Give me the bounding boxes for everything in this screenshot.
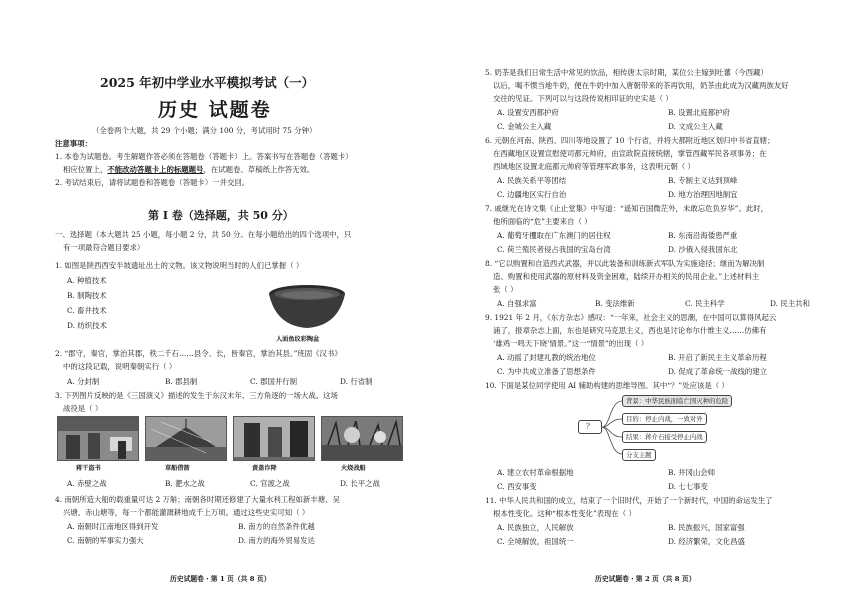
q6-stem-b: 在西藏地区设置宣慰使司都元帅府，由宣政院直接统辖，掌管西藏军民各项事务；在	[493, 149, 767, 158]
footer-right: 历史试题卷・第 2 页（共 8 页）	[595, 575, 696, 583]
q4-option-c: C. 南朝的军事实力强大	[67, 536, 144, 545]
mindmap-node-background: 背景：中华民族面临亡国灭种的危险	[622, 395, 732, 407]
q10-stem: 10. 下面是某位同学使用 AI 辅助构建的思维导图。其中“？”处应该是（ ）	[485, 381, 729, 390]
q6-option-a: A. 民族关系平等团结	[497, 176, 567, 185]
q8-option-b: B. 变法维新	[595, 299, 635, 308]
q3-option-c: C. 官渡之战	[250, 479, 290, 488]
q6-stem-c: 西域地区设置北庭都元帅府等管理军政事务，这表明元朝（ ）	[493, 162, 695, 171]
exam-info: （全卷两个大题，共 29 个小题；满分 100 分，考试用时 75 分钟）	[92, 126, 317, 135]
q3-caption-2: 草船借箭	[165, 465, 190, 472]
q11-option-d: D. 经济繁荣，文化昌盛	[668, 537, 745, 546]
q8-option-d: D. 民主共和	[770, 299, 810, 308]
notes-heading: 注意事项：	[55, 139, 92, 148]
q11-option-b: B. 民族振兴，国家富强	[668, 523, 745, 532]
q11-stem-a: 11. 中华人民共和国的成立，结束了一个旧时代，开始了一个新时代，中国的命运发生了	[485, 496, 773, 505]
section1-heading: 第 Ⅰ 卷（选择题，共 50 分）	[148, 209, 294, 222]
note-1b-post: ，在试题卷、草稿纸上作答无效。	[203, 165, 315, 174]
q1-stem: 1. 如图是陕西西安半坡遗址出土的文物。该文物说明当时的人们已掌握（ ）	[55, 261, 304, 270]
q10-option-d: D. 七七事变	[668, 482, 708, 491]
q6-option-d: D. 地方治理因地制宜	[668, 190, 738, 199]
q9-option-a: A. 动摇了封建礼教的统治地位	[497, 353, 596, 362]
mindmap-center: ？	[578, 420, 602, 434]
q3-caption-1: 蒋干盗书	[76, 465, 101, 472]
mindmap-node-branch: 分支主题	[622, 449, 656, 461]
note-1b	[63, 164, 314, 176]
q5-stem-b: 以后，喝不惯当地牛奶，便在牛奶中加入唐朝带来的茶再饮用，奶茶由此成为汉藏两族友好	[493, 81, 789, 90]
q9-option-c: C. 为中共成立准备了思想条件	[497, 367, 596, 376]
q11-option-a: A. 民族独立，人民解放	[497, 523, 574, 532]
q4-stem-a: 4. 南朝所造大船的载重量可达 2 万斛；南朝各时期还修建了大量水利工程如新丰塘、吴	[55, 495, 340, 504]
q5-stem-a: 5. 奶茶是我们日常生活中常见的饮品，相传唐太宗时期，某位公主嫁到吐蕃（今西藏）	[485, 68, 768, 77]
q3-caption-4: 火烧战船	[341, 465, 366, 472]
q7-option-b: B. 东南沿海倭患严重	[668, 231, 738, 240]
q10-option-c: C. 西安事变	[497, 482, 537, 491]
q11-stem-b: 根本性变化。这种“根本性变化”表现在（ ）	[493, 509, 636, 518]
q2-option-c: C. 郡国并行制	[250, 377, 298, 386]
q4-option-b: B. 南方的自然条件优越	[238, 522, 315, 531]
q3-stem-a: 3. 下列图片反映的是《三国演义》描述的发生于东汉末年、三方角逐的一场大战。这场	[55, 391, 338, 400]
q2-option-a: A. 分封制	[67, 377, 100, 386]
q2-option-d: D. 行省制	[340, 377, 373, 386]
q10-option-b: B. 井冈山会师	[668, 468, 716, 477]
note-1b-emph: 不能改动答题卡上的标题题号	[107, 165, 204, 174]
q8-option-a: A. 自强求富	[497, 299, 537, 308]
q3-option-d: D. 长平之战	[340, 479, 380, 488]
mindmap-node-result: 结果：蒋介石接受停止内战	[622, 431, 707, 443]
q2-option-b: B. 郡县制	[165, 377, 198, 386]
footer-left: 历史试题卷・第 1 页（共 8 页）	[170, 575, 271, 583]
q8-stem-a: 8. “它以购置和自造西式武器，并以此装备和训练新式军队为实施途径；继而为解决制	[485, 259, 765, 268]
note-2: 2. 考试结束后，请将试题卷和答题卷（答题卡）一并交回。	[55, 178, 250, 187]
q1-option-a: A. 种植技术	[67, 276, 107, 285]
q9-stem-a: 9. 1921 年 2 月，《东方杂志》感叹：“一年来，社会主义的思潮，在中国可以算得风起云	[485, 313, 777, 322]
q8-option-c: C. 民主科学	[685, 299, 725, 308]
q5-stem-c: 交往的见证。下列可以与这段传说相印证的史实是（ ）	[493, 94, 673, 103]
q4-option-d: D. 南方的海外贸易发达	[238, 536, 315, 545]
q4-option-a: A. 南朝时江南地区得到开发	[67, 522, 159, 531]
q6-option-b: B. 专制主义达到顶峰	[668, 176, 738, 185]
q10-option-a: A. 建立农村革命根据地	[497, 468, 574, 477]
q7-option-a: A. 葡萄牙攫取在广东澳门的居住权	[497, 231, 611, 240]
q8-stem-c: 张（ ）	[493, 285, 518, 294]
note-1a: 1. 本卷为试题卷。考生解题作答必须在答题卷（答题卡）上。答案书写在答题卷（答题卡）	[55, 152, 353, 161]
q3-stem-b: 战役是（ ）	[63, 404, 103, 413]
q7-stem-b: 他所面临的“危”主要来自（ ）	[493, 217, 592, 226]
section1-intro-a: 一、选择题（本大题共 25 小题，每小题 2 分，共 50 分。在每小题给出的四个选项中，只	[55, 230, 352, 239]
q3-image-4	[321, 416, 403, 461]
q1-option-d: D. 纺织技术	[67, 321, 107, 330]
exam-title: 2025 年初中学业水平模拟考试（一）	[100, 75, 315, 90]
q3-image-2	[145, 416, 227, 461]
q2-stem-b: 中的这段记载，说明秦朝实行（ ）	[63, 362, 177, 371]
q7-stem-a: 7. 戚继光在诗文集《止止堂集》中写道：“遥知百国微茫外，未敢忘危负岁华”。此时，	[485, 204, 769, 213]
q9-stem-c: ‘雄鸡一鸣天下晓’情景。”这一“情景”的出现（ ）	[493, 339, 649, 348]
subject-title: 历史 试题卷	[158, 99, 272, 121]
q9-option-b: B. 开启了新民主主义革命历程	[668, 353, 767, 362]
q3-option-a: A. 赤壁之战	[67, 479, 107, 488]
q5-option-b: B. 设置北庭都护府	[668, 108, 730, 117]
section1-intro-b: 有一项最符合题目要求）	[63, 243, 145, 252]
q6-option-c: C. 边疆地区实行自治	[497, 190, 567, 199]
q7-option-c: C. 荷兰殖民者侵占我国的宝岛台湾	[497, 245, 611, 254]
mindmap-node-purpose: 目的：停止内战，一致对外	[622, 413, 707, 425]
q6-stem-a: 6. 元朝在河南、陕西、四川等地设置了 10 个行省，并将大都附近地区划归中书省直辖；	[485, 136, 775, 145]
q4-stem-b: 兴塘、赤山塘等，每一个都能灌溉耕地成千上万顷。通过这些史实可知（ ）	[63, 508, 310, 517]
pottery-basin-image	[266, 282, 348, 332]
q1-option-b: B. 制陶技术	[67, 291, 107, 300]
q1-caption: 人面鱼纹彩陶盆	[276, 336, 320, 343]
note-1b-pre: 相应位置上，	[63, 165, 108, 174]
q5-option-c: C. 金城公主入藏	[497, 122, 552, 131]
q5-option-d: D. 文成公主入藏	[668, 122, 723, 131]
q8-stem-b: 造、购置和使用武器的原材料及资金困难，陆续开办相关的民用企业。”上述材料主	[493, 272, 760, 281]
q3-image-3	[233, 416, 315, 461]
q5-option-a: A. 设置安西都护府	[497, 108, 559, 117]
q2-stem-a: 2. “郡守，秦官，掌治其郡，秩二千石……县令、长，皆秦官，掌治其县。”班固《汉书》	[55, 349, 342, 358]
q11-option-c: C. 全境解放，祖国统一	[497, 537, 574, 546]
q9-option-d: D. 促成了革命统一战线的建立	[668, 367, 768, 376]
page-right	[430, 0, 860, 609]
q1-option-c: C. 畜井技术	[67, 306, 107, 315]
q3-caption-3: 黄盖诈降	[252, 465, 277, 472]
q3-image-1	[57, 416, 139, 461]
q9-stem-b: 涌了，报章杂志上面，东也是研究马克思主义，西也是讨论布尔什维主义……仿佛有	[493, 326, 767, 335]
q3-option-b: B. 淝水之战	[165, 479, 205, 488]
q7-option-d: D. 沙俄入侵我国东北	[668, 245, 738, 254]
